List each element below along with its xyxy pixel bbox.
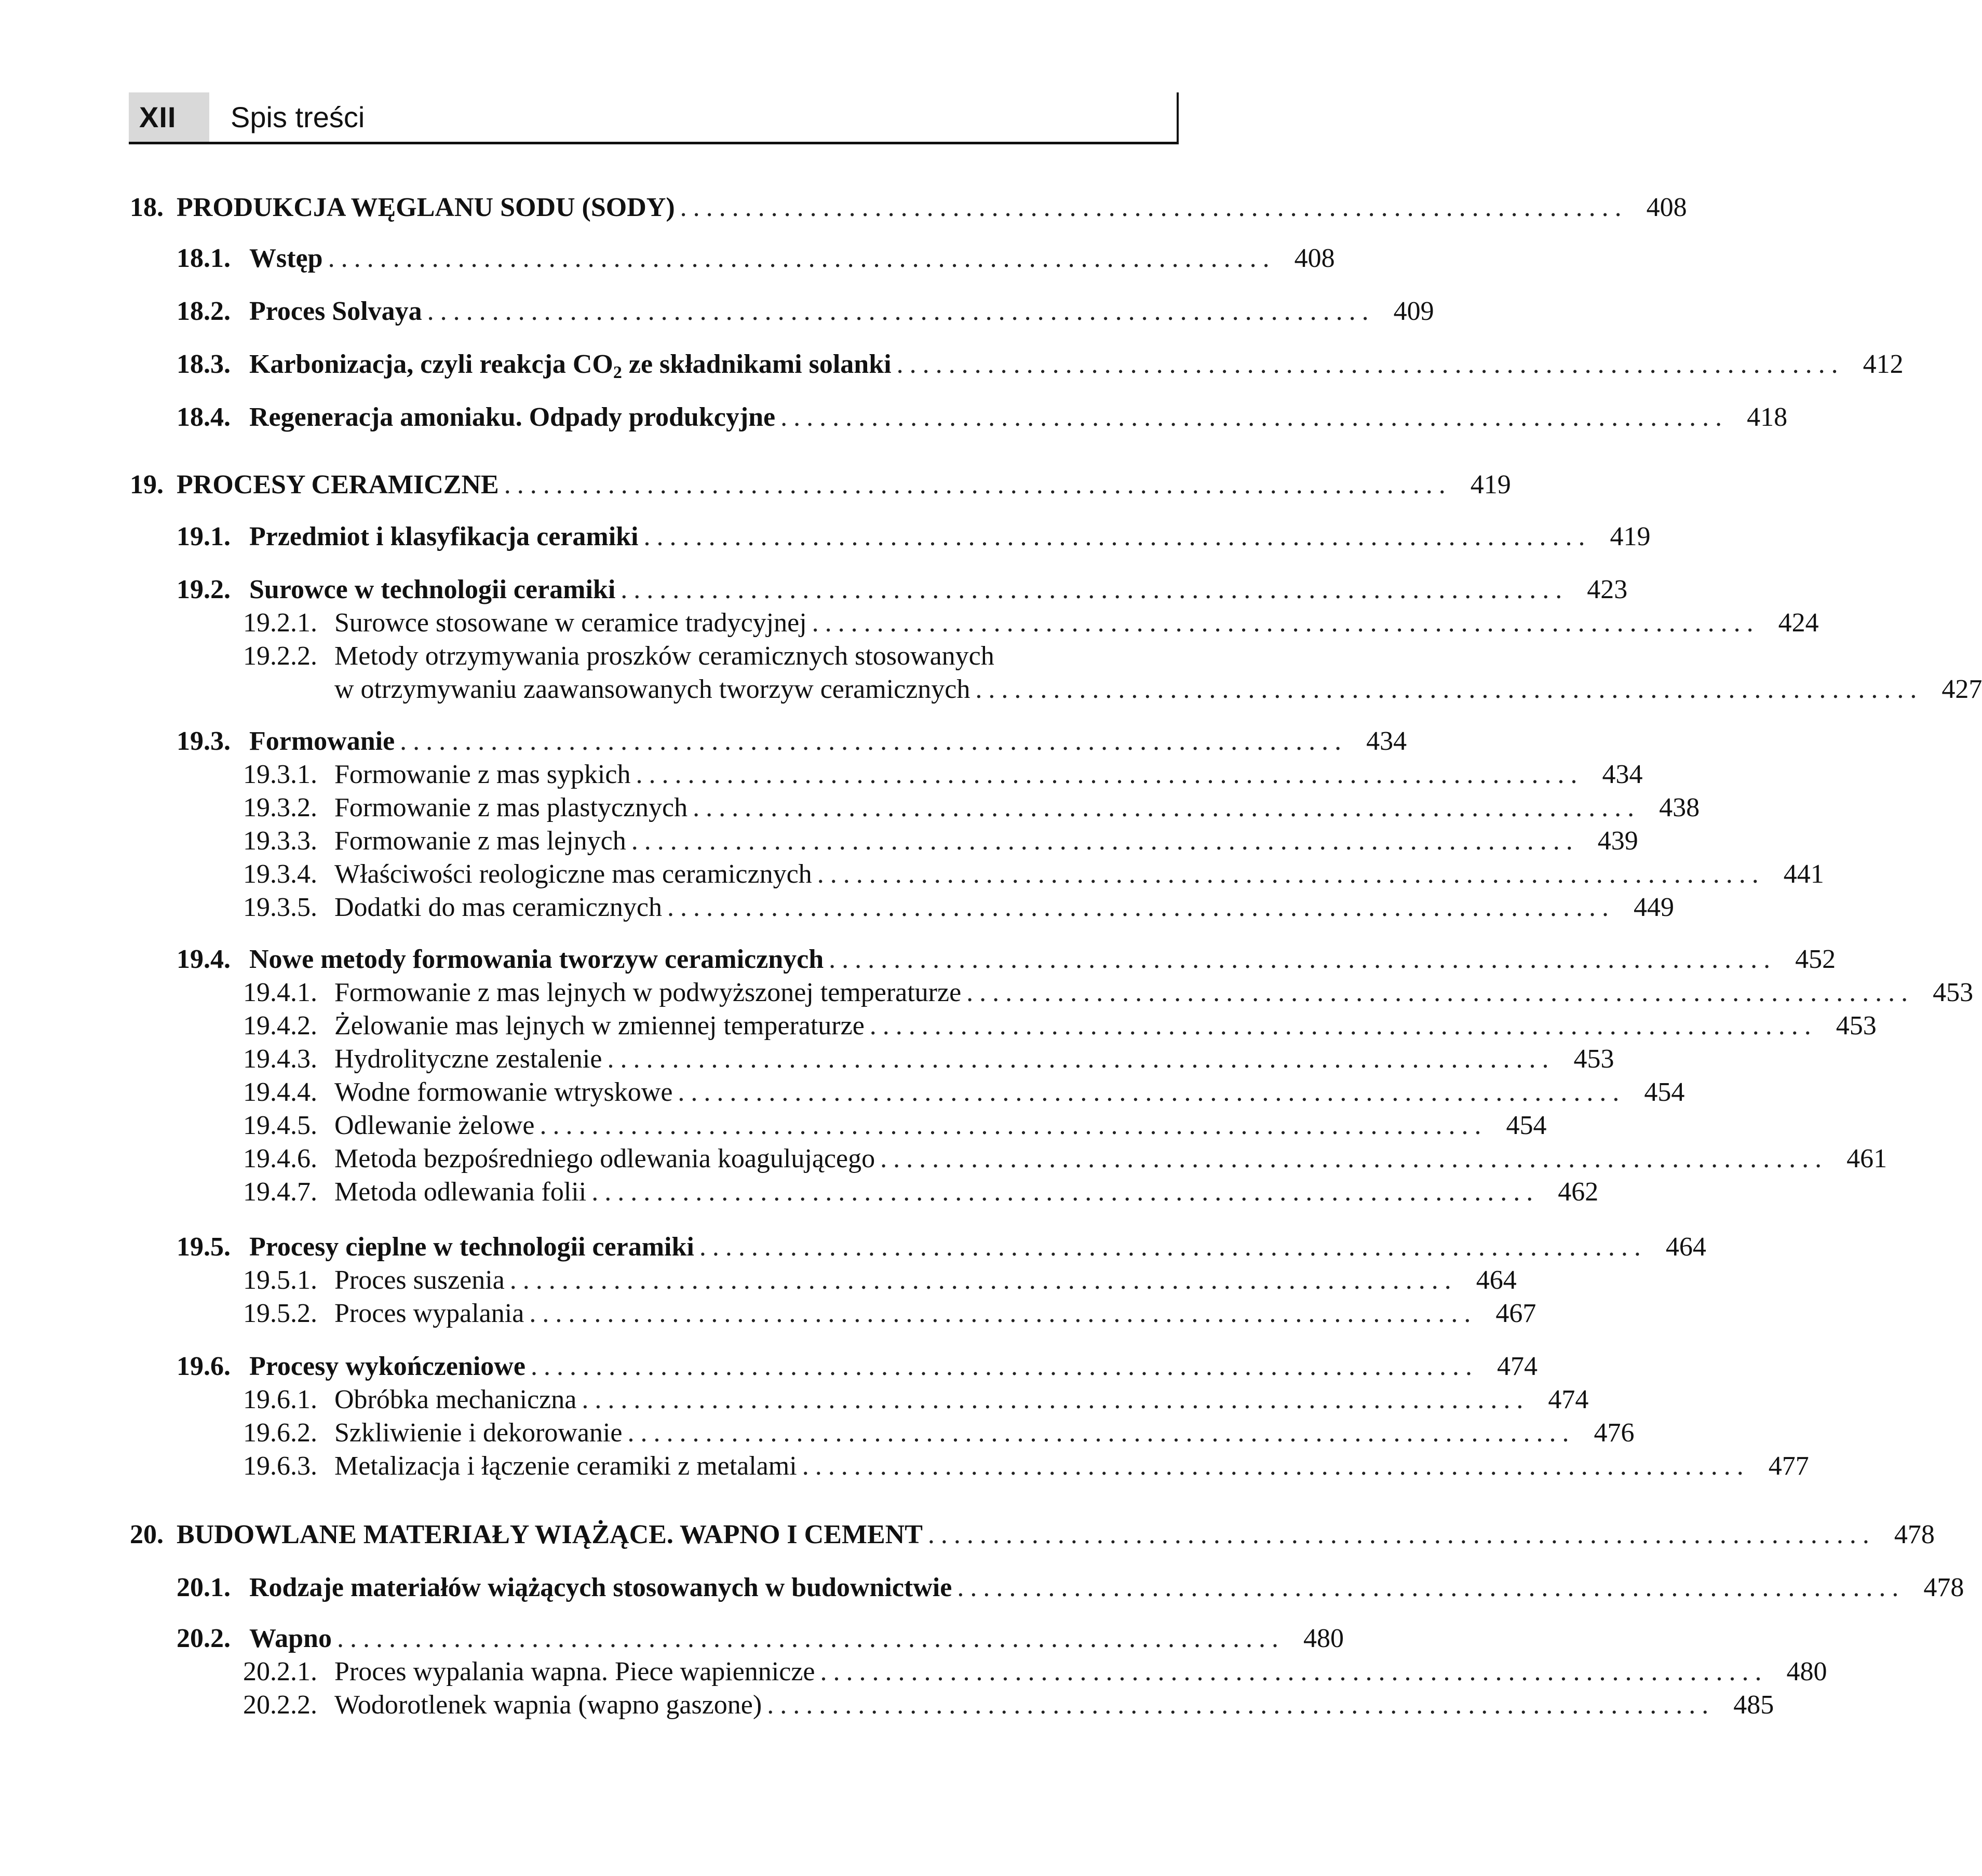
toc-leader: ......................................................................... [530,1352,1478,1381]
toc-number: 19.4.1. [243,978,317,1007]
toc-number: 19.2. [177,575,231,604]
toc-leader: ......................................................................... [667,893,1615,922]
toc-page: 427 [1941,674,1982,704]
toc-leader: ......................................................................... [427,296,1375,326]
toc-subsection-19-4-5 [243,1109,1547,1142]
toc-page: 449 [1633,893,1674,922]
toc-page: 434 [1602,760,1643,789]
toc-leader: ......................................................................... [336,1624,1285,1653]
toc-leader: ......................................................................... [829,944,1777,974]
toc-subsection-19-4-1 [243,976,1974,1009]
toc-title: Metoda odlewania folii [334,1177,587,1207]
toc-leader: ......................................................................... [767,1690,1715,1720]
toc-page: 476 [1594,1418,1635,1448]
toc-number: 19.3. [177,726,231,756]
toc-number: 19.3.4. [243,859,317,889]
toc-leader: ......................................................................... [678,1077,1626,1107]
toc-number: 20.1. [177,1573,231,1602]
toc-subsection-19-6-2 [243,1416,1635,1450]
toc-leader: ......................................................................... [591,1177,1540,1207]
toc-page: 480 [1303,1624,1344,1653]
toc-subsection-19-4-6 [243,1142,1887,1176]
toc-title: Formowanie [249,726,395,756]
toc-title: Hydrolityczne zestalenie [334,1044,602,1074]
toc-title: Metoda bezpośredniego odlewania koagulującego [334,1144,875,1173]
toc-subsection-20-2-1 [243,1655,1827,1689]
toc-leader: ......................................................................... [621,575,1569,604]
toc-subsection-19-2-2 [243,640,994,673]
toc-page: 412 [1863,349,1904,379]
toc-title-part: Karbonizacja, czyli reakcja CO [249,349,613,379]
toc-number: 19.4.6. [243,1144,317,1173]
toc-number: 19.2.1. [243,608,317,638]
toc-subsection-19-2-1 [243,606,1819,640]
toc-title: Metalizacja i łączenie ceramiki z metalami [334,1451,797,1481]
toc-page: 453 [1836,1011,1877,1041]
toc-page: 454 [1644,1077,1685,1107]
toc-title: Wodne formowanie wtryskowe [334,1077,673,1107]
toc-page: 474 [1496,1352,1538,1381]
toc-section-19-3 [177,725,1407,758]
toc-subsection-19-3-3 [243,825,1638,858]
toc-leader: ......................................................................... [509,1265,1458,1295]
toc-leader: ......................................................................... [802,1451,1750,1481]
toc-leader: ......................................................................... [607,1044,1555,1074]
toc-title-part: ze składnikami solanki [622,349,892,379]
toc-number: 19.4.3. [243,1044,317,1074]
toc-leader: ......................................................................... [643,522,1592,551]
toc-title [249,348,892,381]
toc-number: 20.2.2. [243,1690,317,1720]
toc-title: Odlewanie żelowe [334,1111,535,1140]
toc-page: 461 [1846,1144,1887,1173]
toc-title: Formowanie z mas sypkich [334,760,631,789]
toc-leader: ......................................................................... [680,193,1628,222]
toc-page: 464 [1665,1232,1706,1262]
toc-subsection-19-3-2 [243,791,1700,825]
toc-number: 19.6.1. [243,1385,317,1414]
toc-title: Surowce w technologii ceramiki [249,575,616,604]
toc-page: 474 [1548,1385,1589,1414]
toc-title: Proces Solvaya [249,296,422,326]
toc-section-18-1 [177,242,1335,275]
toc-page: 462 [1558,1177,1599,1207]
toc-title: Rodzaje materiałów wiążących stosowanych w budownictwie [249,1573,952,1602]
toc-title: Żelowanie mas lejnych w zmiennej temperaturze [334,1011,865,1041]
toc-number: 18.2. [177,296,231,326]
toc-leader: ......................................................................... [699,1232,1647,1262]
toc-number: 20.2. [177,1624,231,1653]
toc-subsection-19-5-2 [243,1297,1536,1330]
toc-leader: ......................................................................... [529,1299,1477,1328]
toc-title: Dodatki do mas ceramicznych [334,893,662,922]
toc-number: 19.5.2. [243,1299,317,1328]
toc-section-19-2 [177,573,1628,606]
toc-page: 452 [1795,944,1836,974]
toc-number: 18.3. [177,349,231,379]
toc-page: 419 [1470,470,1511,500]
toc-page: 439 [1597,826,1638,856]
toc-leader: ......................................................................... [627,1418,1575,1448]
toc-section-18-3 [177,348,1904,382]
toc-leader: ......................................................................... [328,244,1276,273]
toc-leader: ......................................................................... [540,1111,1488,1140]
toc-title: PROCESY CERAMICZNE [177,470,499,500]
toc-title: Proces suszenia [334,1265,505,1295]
toc-page: 434 [1366,726,1407,756]
toc-page: 441 [1783,859,1824,889]
toc-title: Proces wypalania wapna. Piece wapiennicze [334,1657,815,1686]
toc-number: 18.1. [177,244,231,273]
toc-section-20-2 [177,1622,1344,1655]
toc-title: w otrzymywaniu zaawansowanych tworzyw ceramicznych [334,674,970,704]
toc-leader: ......................................................................... [780,402,1729,432]
toc-subsection-19-6-3 [243,1450,1809,1483]
toc-number: 19.1. [177,522,231,551]
toc-subsection-19-4-7 [243,1176,1599,1209]
toc-page: 424 [1778,608,1819,638]
toc-subsection-19-6-1 [243,1383,1589,1416]
toc-section-19-5 [177,1231,1706,1264]
toc-chapter-19 [130,468,1511,502]
toc-leader: ......................................................................... [817,859,1765,889]
page-header-title: Spis treści [231,101,365,133]
toc-chapter-20 [130,1518,1935,1551]
toc-page: 480 [1786,1657,1827,1686]
toc-page: 408 [1294,244,1335,273]
toc-title: BUDOWLANE MATERIAŁY WIĄŻĄCE. WAPNO I CEMENT [177,1520,923,1549]
toc-leader: ......................................................................... [812,608,1760,638]
toc-number: 19.2.2. [243,641,317,671]
toc-page: 423 [1587,575,1628,604]
toc-page: 419 [1610,522,1651,551]
toc-subsection-19-3-5 [243,891,1674,924]
toc-number: 19.5.1. [243,1265,317,1295]
toc-number: 19.4. [177,944,231,974]
toc-title: Przedmiot i klasyfikacja ceramiki [249,522,639,551]
toc-number: 19.6. [177,1352,231,1381]
toc-section-19-1 [177,520,1651,554]
toc-leader: ......................................................................... [636,760,1584,789]
toc-leader: ......................................................................... [582,1385,1530,1414]
toc-number: 18.4. [177,402,231,432]
toc-leader: ......................................................................... [693,793,1641,822]
toc-number: 18. [130,193,164,222]
toc-title: Metody otrzymywania proszków ceramicznych stosowanych [334,641,994,671]
toc-page: 438 [1659,793,1700,822]
toc-section-18-2 [177,295,1434,328]
toc-title: Nowe metody formowania tworzyw ceramicznych [249,944,824,974]
toc-number: 19.3.2. [243,793,317,822]
toc-title: PRODUKCJA WĘGLANU SODU (SODY) [177,193,675,222]
toc-subsection-19-4-2 [243,1009,1877,1043]
toc-title: Wodorotlenek wapnia (wapno gaszone) [334,1690,762,1720]
toc-subsection-19-2-2-continued [334,673,1982,706]
toc-title: Procesy wykończeniowe [249,1352,525,1381]
toc-leader: ......................................................................... [966,978,1914,1007]
toc-page: 464 [1476,1265,1517,1295]
toc-number: 19.6.2. [243,1418,317,1448]
toc-number: 19.4.7. [243,1177,317,1207]
toc-subsection-19-3-1 [243,758,1643,791]
toc-title: Surowce stosowane w ceramice tradycyjnej [334,608,807,638]
toc-page: 478 [1894,1520,1935,1549]
toc-title: Regeneracja amoniaku. Odpady produkcyjne [249,402,776,432]
toc-leader: ......................................................................... [957,1573,1905,1602]
toc-title: Szkliwienie i dekorowanie [334,1418,623,1448]
toc-number: 20.2.1. [243,1657,317,1686]
toc-page: 485 [1733,1690,1774,1720]
toc-page: 409 [1393,296,1434,326]
toc-title: Formowanie z mas plastycznych [334,793,688,822]
toc-subsection-19-5-1 [243,1264,1517,1297]
toc-number: 19.4.5. [243,1111,317,1140]
toc-title: Procesy cieplne w technologii ceramiki [249,1232,694,1262]
toc-page: 467 [1495,1299,1536,1328]
toc-number: 19. [130,470,164,500]
toc-page: 477 [1768,1451,1809,1481]
toc-number: 19.3.1. [243,760,317,789]
toc-number: 19.3.5. [243,893,317,922]
toc-section-20-1 [177,1571,1964,1604]
toc-page: 453 [1933,978,1974,1007]
toc-leader: ......................................................................... [975,674,1923,704]
toc-number: 19.4.2. [243,1011,317,1041]
toc-leader: ......................................................................... [880,1144,1828,1173]
toc-title: Formowanie z mas lejnych w podwyższonej temperaturze [334,978,962,1007]
toc-subsection-19-4-4 [243,1076,1685,1109]
toc-number: 19.3.3. [243,826,317,856]
toc-number: 19.6.3. [243,1451,317,1481]
toc-title: Proces wypalania [334,1299,524,1328]
toc-subsection-19-4-3 [243,1043,1614,1076]
toc-section-18-4 [177,401,1788,434]
toc-page: 454 [1506,1111,1547,1140]
toc-page: 418 [1747,402,1788,432]
toc-leader: ......................................................................... [820,1657,1768,1686]
toc-leader: ......................................................................... [869,1011,1817,1041]
toc-leader: ......................................................................... [504,470,1452,500]
toc-leader: ......................................................................... [400,726,1348,756]
toc-number: 19.4.4. [243,1077,317,1107]
toc-section-19-4 [177,943,1836,976]
toc-subsection-20-2-2 [243,1689,1774,1722]
toc-leader: ......................................................................... [927,1520,1876,1549]
toc-page: 478 [1923,1573,1964,1602]
toc-page: 408 [1646,193,1687,222]
toc-title: Obróbka mechaniczna [334,1385,577,1414]
toc-title-subscript: 2 [613,363,622,382]
toc-title: Formowanie z mas lejnych [334,826,626,856]
toc-number: 20. [130,1520,164,1549]
toc-subsection-19-3-4 [243,858,1824,891]
toc-leader: ......................................................................... [631,826,1579,856]
toc-title: Wstęp [249,244,323,273]
page-number: XII [139,101,177,133]
toc-page: 453 [1573,1044,1614,1074]
toc-leader: ......................................................................... [896,349,1844,379]
toc-number: 19.5. [177,1232,231,1262]
toc-section-19-6 [177,1350,1538,1383]
toc-chapter-18 [130,191,1687,224]
toc-title: Właściwości reologiczne mas ceramicznych [334,859,812,889]
toc-title: Wapno [249,1624,332,1653]
